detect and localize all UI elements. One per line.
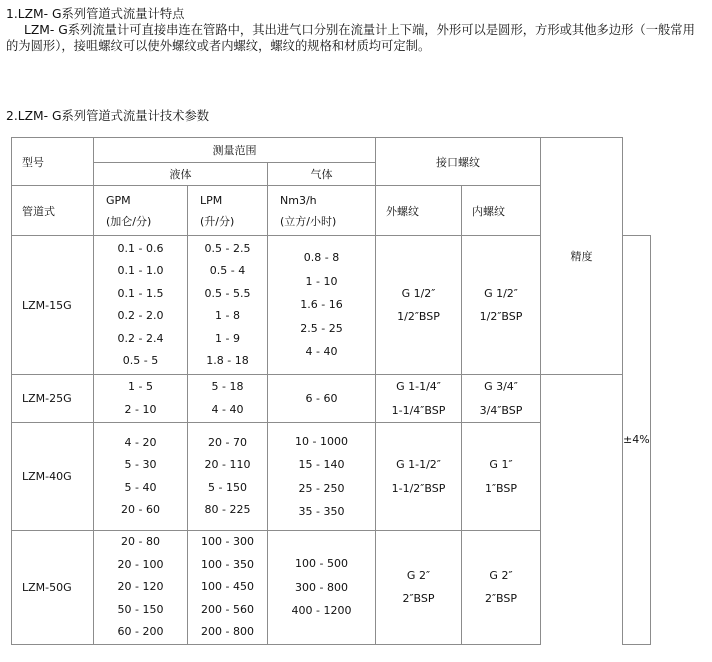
header-gas: 气体 — [268, 163, 376, 186]
gpm-cell-value: 0.1 - 0.6 — [117, 241, 164, 255]
model-cell: LZM-50G — [12, 531, 94, 645]
header-lpm-unit: LPM — [200, 193, 223, 207]
gas-cell-value: 25 - 250 — [298, 481, 345, 495]
header-type: 管道式 — [12, 186, 94, 236]
spec-table — [11, 137, 651, 645]
intro-body: LZM- G系列流量计可直接串连在管路中，其出进气口分别在流量计上下端，外形可以是圆形，方形或其他多边形（一般常用的为圆形），接咀螺纹可以使外螺纹或者内螺纹，螺纹的规格和材质均可定制。 — [6, 23, 695, 53]
gpm-cell-value: 20 - 120 — [117, 580, 164, 593]
header-nm3-unit: Nm3/h — [280, 193, 317, 207]
inner-thread-cell-value: 2″BSP — [484, 592, 518, 606]
header-lpm — [188, 186, 268, 236]
section-title: 2.LZM- G系列管道式流量计技术参数 — [6, 109, 210, 123]
lpm-cell — [188, 375, 268, 423]
header-gpm-desc: (加仑/分) — [106, 214, 152, 228]
outer-thread-cell-value: G 2″ — [406, 568, 431, 582]
gpm-cell-value: 2 - 10 — [124, 402, 157, 416]
outer-thread-cell-value: G 1-1/2″ — [396, 458, 441, 471]
lpm-cell-value: 1 - 8 — [215, 309, 240, 322]
lpm-cell-value: 0.5 - 5.5 — [204, 286, 251, 300]
accuracy-cell: ±4% — [623, 236, 651, 645]
gas-cell-value: 1 - 10 — [305, 274, 338, 288]
lpm-cell-value: 0.5 - 4 — [209, 264, 246, 277]
gpm-cell-value: 0.2 - 2.4 — [117, 331, 164, 345]
table-row — [12, 531, 651, 645]
model-cell: LZM-15G — [12, 236, 94, 375]
inner-thread-cell — [462, 423, 541, 531]
outer-thread-cell — [376, 236, 462, 375]
gas-cell-value: 0.8 - 8 — [303, 251, 340, 265]
outer-thread-cell — [376, 423, 462, 531]
outer-thread-cell-value: 1/2″BSP — [397, 310, 440, 323]
gpm-cell-value: 60 - 200 — [117, 625, 164, 638]
table-row — [12, 375, 651, 423]
gpm-cell — [94, 375, 188, 423]
gas-cell — [268, 236, 376, 375]
outer-thread-cell-value: 1-1/4″BSP — [391, 403, 446, 417]
lpm-cell-value: 100 - 450 — [201, 580, 254, 593]
header-accuracy: 精度 — [541, 138, 623, 375]
gpm-cell-value: 20 - 60 — [121, 503, 160, 516]
header-connection: 接口螺纹 — [376, 138, 541, 186]
inner-thread-cell-value: 3/4″BSP — [479, 403, 523, 417]
header-inner-thread: 内螺纹 — [462, 186, 541, 236]
gas-cell-value: 15 - 140 — [298, 458, 345, 471]
header-outer-thread: 外螺纹 — [376, 186, 462, 236]
gas-cell-value: 10 - 1000 — [295, 434, 348, 448]
lpm-cell-value: 5 - 18 — [211, 380, 244, 393]
model-cell: LZM-25G — [12, 375, 94, 423]
gpm-cell-value: 0.1 - 1.5 — [117, 286, 164, 300]
gas-cell-value: 1.6 - 16 — [300, 298, 343, 312]
intro-section — [6, 6, 706, 54]
lpm-cell — [188, 531, 268, 645]
lpm-cell-value: 100 - 350 — [201, 557, 254, 571]
gas-cell — [268, 531, 376, 645]
gpm-cell-value: 20 - 100 — [117, 557, 164, 571]
gas-cell-value: 6 - 60 — [305, 391, 338, 405]
outer-thread-cell-value: G 1/2″ — [401, 286, 436, 300]
gas-cell — [268, 423, 376, 531]
lpm-cell-value: 200 - 560 — [201, 602, 254, 616]
outer-thread-cell-value: 2″BSP — [402, 592, 435, 606]
lpm-cell-value: 200 - 800 — [201, 625, 254, 638]
gpm-cell-value: 0.1 - 1.0 — [117, 264, 164, 277]
lpm-cell-value: 1.8 - 18 — [206, 354, 249, 367]
lpm-cell-value: 20 - 110 — [204, 458, 251, 471]
inner-thread-cell-value: 1/2″BSP — [479, 310, 523, 323]
inner-thread-cell-value: G 1″ — [489, 458, 513, 471]
intro-heading: 1.LZM- G系列管道式流量计特点 — [6, 7, 185, 21]
gpm-cell-value: 0.5 - 5 — [122, 354, 159, 367]
gpm-cell-value: 5 - 30 — [124, 458, 157, 471]
gpm-cell-value: 5 - 40 — [124, 480, 157, 494]
lpm-cell-value: 1 - 9 — [215, 331, 240, 345]
header-model: 型号 — [12, 138, 94, 186]
lpm-cell-value: 100 - 300 — [201, 535, 254, 548]
gpm-cell-value: 0.2 - 2.0 — [117, 309, 164, 322]
gas-cell-value: 100 - 500 — [295, 557, 348, 570]
lpm-cell-value: 5 - 150 — [208, 480, 247, 494]
gas-cell-value: 400 - 1200 — [291, 604, 352, 617]
lpm-cell-value: 80 - 225 — [204, 503, 251, 516]
gas-cell-value: 2.5 - 25 — [300, 321, 343, 335]
header-row-1 — [12, 138, 651, 163]
outer-thread-cell-value: 1-1/2″BSP — [391, 481, 446, 495]
header-lpm-desc: (升/分) — [200, 214, 235, 228]
gas-cell-value: 4 - 40 — [305, 345, 338, 359]
header-measure-range: 测量范围 — [94, 138, 376, 163]
inner-thread-cell — [462, 375, 541, 423]
header-gpm — [94, 186, 188, 236]
inner-thread-cell-value: G 3/4″ — [484, 380, 518, 393]
gpm-cell — [94, 236, 188, 375]
lpm-cell-value: 20 - 70 — [208, 435, 247, 449]
lpm-cell — [188, 423, 268, 531]
gas-cell-value: 300 - 800 — [295, 580, 348, 594]
outer-thread-cell — [376, 531, 462, 645]
inner-thread-cell-value: G 1/2″ — [484, 286, 518, 300]
header-liquid: 液体 — [94, 163, 268, 186]
inner-thread-cell-value: G 2″ — [489, 568, 513, 582]
inner-thread-cell — [462, 236, 541, 375]
gpm-cell-value: 4 - 20 — [124, 435, 157, 449]
inner-thread-cell — [462, 531, 541, 645]
gas-cell — [268, 375, 376, 423]
header-nm3 — [268, 186, 376, 236]
table-row — [12, 423, 651, 531]
header-nm3-desc: (立方/小时) — [280, 214, 337, 228]
outer-thread-cell — [376, 375, 462, 423]
outer-thread-cell-value: G 1-1/4″ — [396, 380, 441, 393]
gas-cell-value: 35 - 350 — [298, 505, 345, 518]
header-gpm-unit: GPM — [106, 193, 131, 207]
lpm-cell-value: 0.5 - 2.5 — [204, 241, 251, 255]
gpm-cell-value: 1 - 5 — [128, 380, 153, 393]
model-cell: LZM-40G — [12, 423, 94, 531]
lpm-cell-value: 4 - 40 — [211, 402, 244, 416]
gpm-cell-value: 50 - 150 — [117, 602, 164, 616]
lpm-cell — [188, 236, 268, 375]
inner-thread-cell-value: 1″BSP — [484, 481, 518, 495]
gpm-cell-value: 20 - 80 — [121, 535, 160, 548]
gpm-cell — [94, 423, 188, 531]
gpm-cell — [94, 531, 188, 645]
